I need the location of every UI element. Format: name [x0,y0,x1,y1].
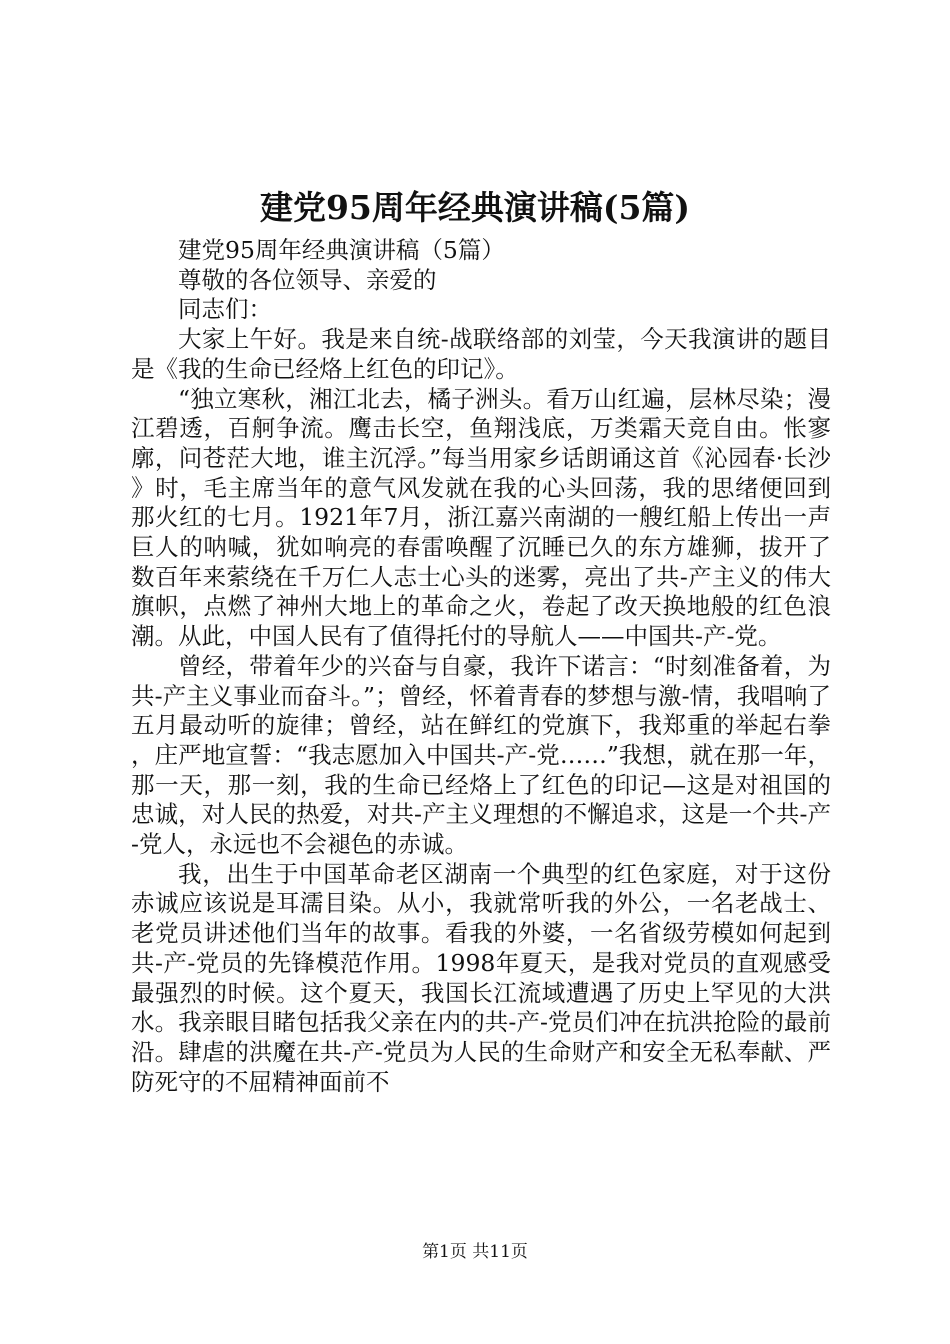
body-paragraph: 曾经，带着年少的兴奋与自豪，我许下诺言：“时刻准备着，为共-产主义事业而奋斗。”；曾经，怀着青春的梦想与激-情，我唱响了五月最动听的旋律；曾经，站在鲜红的党旗下，我郑重的举起右拳，庄严地宣誓：“我志愿加入中国共-产-党……”我想，就在那一年，那一天，那一刻，我的生命已经烙上了红色的印记—这是对祖国的忠诚，对人民的热爱，对共-产主义理想的不懈追求，这是一个共-产-党人，永远也不会褪色的赤诚。 [131,651,831,859]
body-paragraph: “独立寒秋，湘江北去，橘子洲头。看万山红遍，层林尽染；漫江碧透，百舸争流。鹰击长空，鱼翔浅底，万类霜天竞自由。怅寥廓，问苍茫大地，谁主沉浮。”每当用家乡话朗诵这首《沁园春·长沙》时，毛主席当年的意气风发就在我的心头回荡，我的思绪便回到那火红的七月。1921年7月，浙江嘉兴南湖的一艘红船上传出一声巨人的呐喊，犹如响亮的春雷唤醒了沉睡已久的东方雄狮，拔开了数百年来萦绕在千万仁人志士心头的迷雾，亮出了共-产主义的伟大旗帜，点燃了神州大地上的革命之火，卷起了改天换地般的红色浪潮。从此，中国人民有了值得托付的导航人——中国共-产-党。 [131,384,831,651]
body-paragraph: 大家上午好。我是来自统-战联络部的刘莹，今天我演讲的题目是《我的生命已经烙上红色的印记》。 [131,325,831,383]
body-paragraph: 尊敬的各位领导、亲爱的 [178,265,437,294]
body-paragraph: 同志们： [178,295,272,324]
body-paragraph: 建党95周年经典演讲稿（5篇） [178,236,505,264]
body-paragraph: 我，出生于中国革命老区湖南一个典型的红色家庭，对于这份赤诚应该说是耳濡目染。从小，我就常听我的外公，一名老战士、老党员讲述他们当年的故事。看我的外婆，一名省级劳模如何起到共-产-党员的先锋模范作用。1998年夏天，是我对党员的直观感受最强烈的时候。这个夏天，我国长江流域遭遇了历史上罕见的大洪水。我亲眼目睹包括我父亲在内的共-产-党员们冲在抗洪抢险的最前沿。肆虐的洪魔在共-产-党员为人民的生命财产和安全无私奉献、严防死守的不屈精神面前不 [131,859,831,1096]
document-title: 建党95周年经典演讲稿(5篇) [259,188,691,227]
page-footer: 第1页 共11页 [422,1242,528,1262]
document-body [131,236,831,1097]
